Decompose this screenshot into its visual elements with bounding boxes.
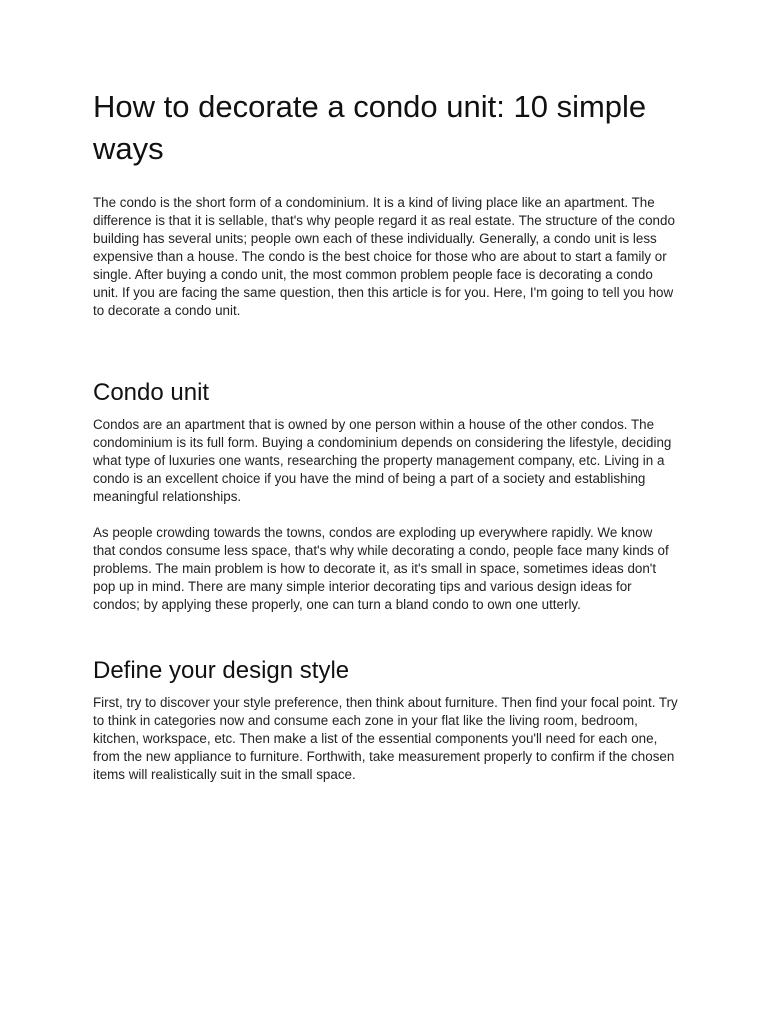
condo-unit-paragraph-2: As people crowding towards the towns, condos are exploding up everywhere rapidly. We know that condos consume less space, that's why while decorating a condo, people face many kinds of problems. The main problem is how to decorate it, as it's small in space, sometimes ideas don't pop up in mind. There are many simple interior decorating tips and various design ideas for condos; by applying these properly, one can turn a bland condo to own one utterly. — [93, 525, 669, 612]
section-heading-condo-unit: Condo unit — [93, 379, 210, 406]
intro-paragraph: The condo is the short form of a condominium. It is a kind of living place like an apartment. The difference is that it is sellable, that's why people regard it as real estate. The structure of the condo building has several units; people own each of these individually. Generally, a condo unit is less expensive than a house. The condo is the best choice for those who are about to start a family or single. After buying a condo unit, the most common problem people face is decorating a condo unit. If you are facing the same question, then this article is for you. Here, I'm going to tell you how to decorate a condo unit. — [93, 195, 675, 318]
condo-unit-paragraph-1: Condos are an apartment that is owned by one person within a house of the other condos. The condominium is its full form. Buying a condominium depends on considering the lifestyle, deciding what type of luxuries one wants, researching the property management company, etc. Living in a condo is an excellent choice if you have the mind of being a part of a society and establishing meaningful relationships. — [93, 417, 672, 504]
section-condo-unit — [93, 378, 678, 614]
section-heading-define-design-style: Define your design style — [93, 657, 350, 684]
section-define-design-style — [93, 656, 678, 784]
document-title: How to decorate a condo unit: 10 simple ways — [93, 89, 647, 166]
design-style-paragraph-1: First, try to discover your style preference, then think about furniture. Then find your focal point. Try to think in categories now and consume each zone in your flat like the living room, bedroom, kitchen, workspace, etc. Then make a list of the essential components you'll need for each one, from the new appliance to furniture. Forthwith, take measurement properly to confirm if the chosen items will realistically suit in the small space. — [93, 695, 678, 782]
